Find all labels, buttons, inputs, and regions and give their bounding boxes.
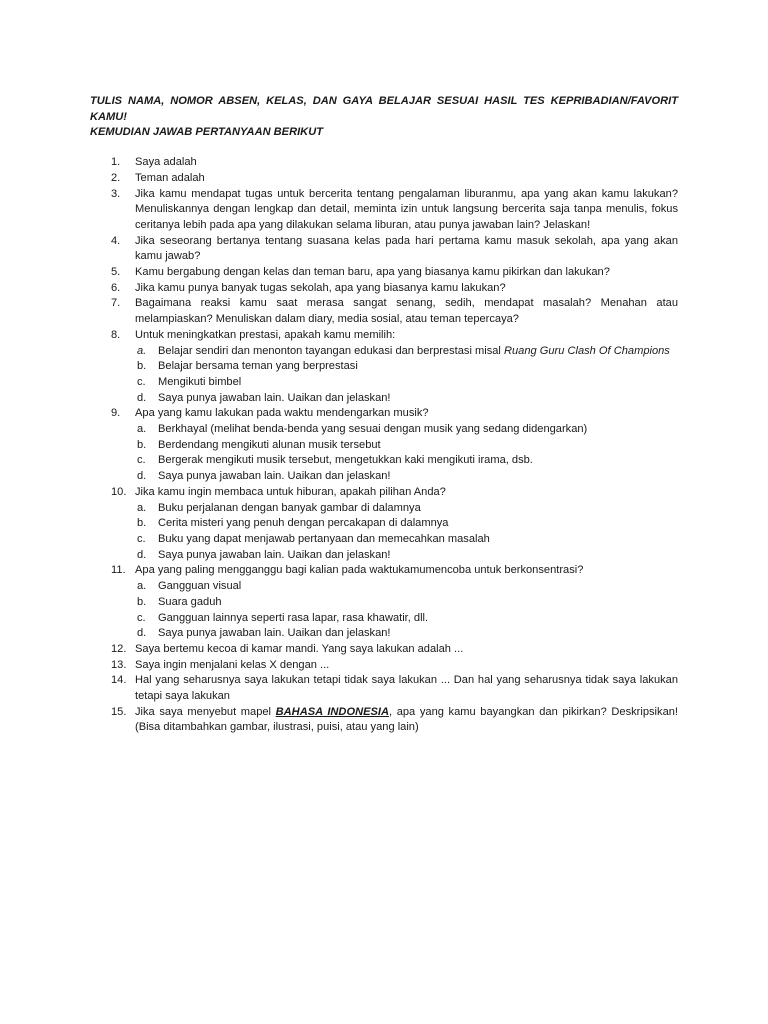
question-item [90, 673, 678, 704]
option-letter: a. [137, 501, 147, 514]
question-item [90, 265, 678, 281]
option-text: Buku perjalanan dengan banyak gambar di dalamnya [158, 501, 421, 514]
question-number: 14. [111, 674, 127, 687]
option-letter: c. [137, 375, 146, 388]
answer-option [90, 359, 678, 375]
question-text [135, 155, 678, 171]
question-text-part: Apa yang paling mengganggu bagi kalian pada waktukamumencoba untuk berkonsentrasi? [135, 564, 584, 577]
question-item [90, 171, 678, 187]
question-item [90, 234, 678, 265]
answer-option [90, 532, 678, 548]
question-text [135, 485, 678, 501]
answer-option [90, 548, 678, 564]
question-number: 4. [111, 234, 121, 247]
answer-option [90, 344, 678, 360]
question-item [90, 281, 678, 297]
answer-option [90, 453, 678, 469]
question-number: 6. [111, 281, 121, 294]
answer-option [90, 595, 678, 611]
worksheet [90, 94, 678, 736]
question-text-part: Jika kamu punya banyak tugas sekolah, apa yang biasanya kamu lakukan? [135, 281, 506, 294]
question-number: 13. [111, 658, 127, 671]
question-item [90, 658, 678, 674]
option-text: Saya punya jawaban lain. Uaikan dan jelaskan! [158, 391, 391, 404]
question-number: 8. [111, 328, 121, 341]
answer-option [90, 626, 678, 642]
option-text: Suara gaduh [158, 595, 222, 608]
option-letter: c. [137, 611, 146, 624]
option-text: Berdendang mengikuti alunan musik tersebut [158, 438, 381, 451]
option-letter: d. [137, 470, 147, 483]
answer-option [90, 438, 678, 454]
option-letter: c. [137, 454, 146, 467]
question-number: 10. [111, 485, 127, 498]
question-text [135, 234, 678, 265]
question-text-part: Jika saya menyebut mapel [135, 705, 276, 718]
option-letter: b. [137, 360, 147, 373]
question-text [135, 563, 678, 579]
question-text [135, 406, 678, 422]
question-text-part: , apa yang kamu bayangkan dan pikirkan? Deskripsikan! (Bisa ditambahkan gambar, ilustrasi, puisi, atau yang lain) [135, 705, 678, 734]
option-text: Berkhayal (melihat benda-benda yang sesuai dengan musik yang sedang didengarkan) [158, 423, 588, 436]
question-text [135, 296, 678, 327]
option-letter: c. [137, 532, 146, 545]
question-number: 2. [111, 171, 121, 184]
option-text: Saya punya jawaban lain. Uaikan dan jelaskan! [158, 548, 391, 561]
question-text-part: Jika kamu ingin membaca untuk hiburan, apakah pilihan Anda? [135, 485, 446, 498]
question-number: 5. [111, 266, 121, 279]
question-text [135, 658, 678, 674]
question-item [90, 642, 678, 658]
question-text-part: Bagaimana reaksi kamu saat merasa sangat senang, sedih, mendapat masalah? Menahan atau melampiaskan? Menuliskan dalam diary, media sosial, atau teman tepercaya? [135, 297, 678, 326]
option-letter: b. [137, 438, 147, 451]
answer-option [90, 391, 678, 407]
option-text: Bergerak mengikuti musik tersebut, mengetukkan kaki mengikuti irama, dsb. [158, 454, 533, 467]
question-text [135, 281, 678, 297]
question-item [90, 485, 678, 501]
option-text: Cerita misteri yang penuh dengan percakapan di dalamnya [158, 517, 449, 530]
question-text [135, 642, 678, 658]
option-text: Gangguan visual [158, 580, 242, 593]
question-text [135, 171, 678, 187]
question-number: 15. [111, 705, 127, 718]
program-name-italic: Ruang Guru Clash Of Champions [503, 344, 670, 357]
question-item [90, 155, 678, 171]
question-list [90, 155, 678, 736]
question-text [135, 328, 678, 344]
question-number: 11. [111, 564, 126, 577]
answer-option [90, 579, 678, 595]
question-text [135, 265, 678, 281]
answer-option [90, 469, 678, 485]
answer-option [90, 516, 678, 532]
option-text: Saya punya jawaban lain. Uaikan dan jelaskan! [158, 627, 391, 640]
option-text: Buku yang dapat menjawab pertanyaan dan memecahkan masalah [158, 532, 490, 545]
option-letter: b. [137, 517, 147, 530]
question-item [90, 406, 678, 422]
question-text [135, 673, 678, 704]
question-number: 12. [111, 642, 127, 655]
option-letter: d. [137, 627, 147, 640]
answer-option [90, 375, 678, 391]
option-letter: a. [137, 580, 147, 593]
option-letter: a. [137, 344, 147, 357]
question-text-part: Untuk meningkatkan prestasi, apakah kamu memilih: [135, 328, 396, 341]
question-text-part: Apa yang kamu lakukan pada waktu mendengarkan musik? [135, 407, 429, 420]
question-text [135, 187, 678, 234]
question-number: 1. [111, 156, 121, 169]
subject-name-emphasis: BAHASA INDONESIA [275, 705, 389, 718]
question-item [90, 328, 678, 344]
option-letter: b. [137, 595, 147, 608]
option-letter: d. [137, 548, 147, 561]
option-text: Gangguan lainnya seperti rasa lapar, rasa khawatir, dll. [158, 611, 429, 624]
option-text: Mengikuti bimbel [158, 375, 242, 388]
question-number: 3. [111, 187, 121, 200]
question-text-part: Jika seseorang bertanya tentang suasana kelas pada hari pertama kamu masuk sekolah, apa yang akan kamu jawab? [135, 234, 678, 263]
option-letter: a. [137, 423, 147, 436]
option-text: Saya punya jawaban lain. Uaikan dan jelaskan! [158, 470, 391, 483]
question-number: 9. [111, 407, 121, 420]
instruction-title-line-2: KEMUDIAN JAWAB PERTANYAAN BERIKUT [90, 126, 323, 139]
question-item [90, 563, 678, 579]
option-text: Belajar sendiri dan menonton tayangan edukasi dan berprestasi misal [158, 344, 504, 357]
question-item [90, 296, 678, 327]
question-text-part: Jika kamu mendapat tugas untuk bercerita tentang pengalaman liburanmu, apa yang akan kamu lakukan? Menuliskannya dengan lengkap dan detail, meminta izin untuk langsung bercerita saja tanpa menulis, fokus ceritanya lebih pada apa yang dilakukan selama liburan, atau punya jawaban lain? Jelaskan! [135, 187, 678, 231]
option-text: Belajar bersama teman yang berprestasi [158, 360, 358, 373]
answer-option [90, 422, 678, 438]
question-text-part: Kamu bergabung dengan kelas dan teman baru, apa yang biasanya kamu pikirkan dan lakukan? [135, 266, 610, 279]
instruction-title-line-1: TULIS NAMA, NOMOR ABSEN, KELAS, DAN GAYA BELAJAR SESUAI HASIL TES KEPRIBADIAN/FAVORIT KAMU! [90, 95, 678, 123]
answer-option [90, 611, 678, 627]
question-text-part: Saya bertemu kecoa di kamar mandi. Yang saya lakukan adalah ... [135, 642, 464, 655]
option-letter: d. [137, 391, 147, 404]
question-text-part: Teman adalah [135, 171, 205, 184]
question-text-part: Hal yang seharusnya saya lakukan tetapi tidak saya lakukan ... Dan hal yang seharusnya tidak saya lakukan tetapi saya lakukan [135, 674, 678, 703]
question-item [90, 187, 678, 234]
question-text-part: Saya adalah [135, 156, 197, 169]
question-text-part: Saya ingin menjalani kelas X dengan ... [135, 658, 330, 671]
question-item [90, 705, 678, 736]
question-number: 7. [111, 297, 121, 310]
question-text [135, 705, 678, 736]
answer-option [90, 501, 678, 517]
